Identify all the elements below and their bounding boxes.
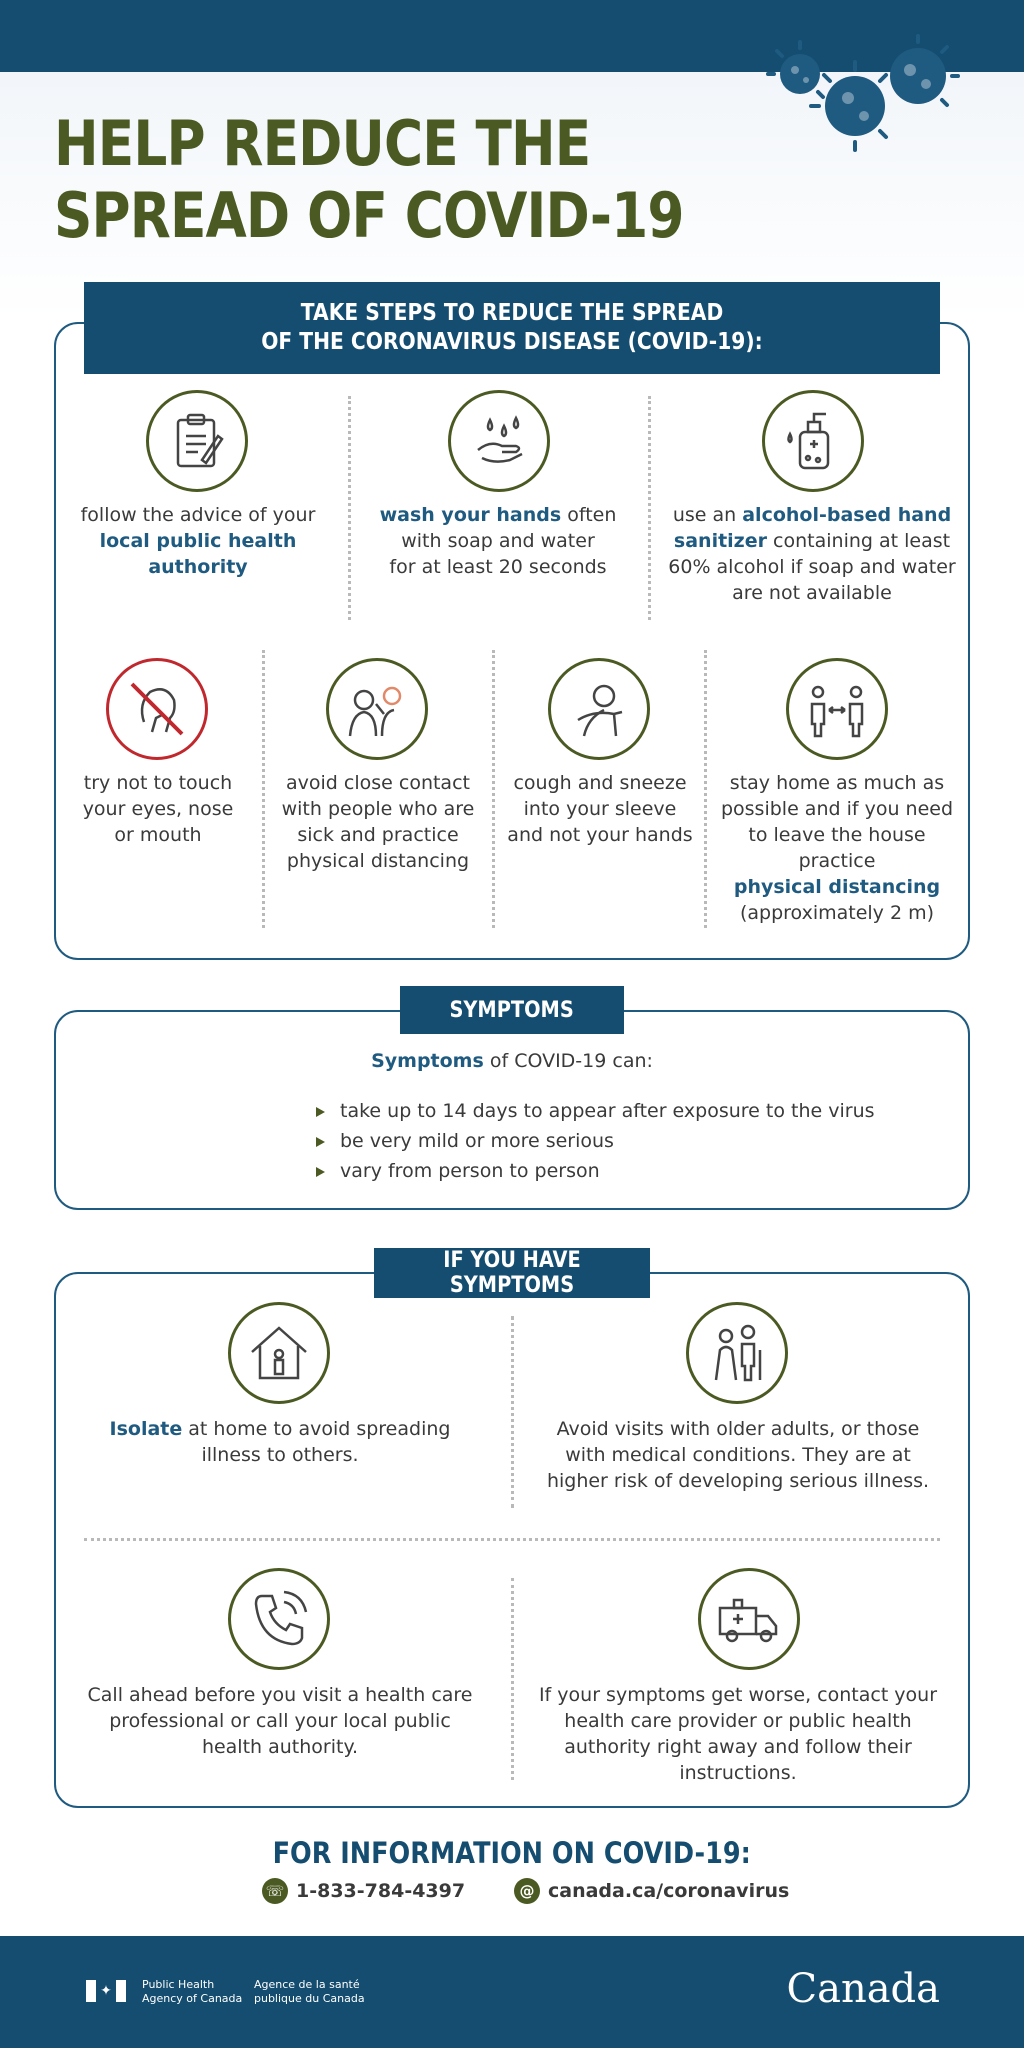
website-contact[interactable] <box>514 1878 789 1904</box>
handwash-icon <box>448 390 550 492</box>
wash-post1: often <box>561 504 617 526</box>
phone-number[interactable]: 1-833-784-4397 <box>296 1880 466 1902</box>
symptoms-list <box>316 1096 875 1186</box>
isolate-highlight: Isolate <box>109 1418 183 1440</box>
sanitizer-icon <box>762 390 864 492</box>
clipboard-icon <box>146 390 248 492</box>
agency-fr-line-2: publique du Canada <box>254 1992 365 2005</box>
divider-row1-a <box>348 396 351 620</box>
home-pre: stay home as much as possible and if you need to leave the house practice <box>720 772 954 872</box>
sanitizer-pre: use an <box>672 504 743 526</box>
phone-small-icon: ☏ <box>262 1878 288 1904</box>
symptoms-banner-label: SYMPTOMS <box>449 997 575 1023</box>
agency-en-line-1: Public Health <box>142 1978 215 1991</box>
contact-text: avoid close contact with people who are sick and practice physical distancing <box>281 772 475 872</box>
steps-banner <box>84 282 940 374</box>
isolate-text <box>96 1416 464 1468</box>
distancing-icon <box>786 658 888 760</box>
if-symptoms-banner <box>374 1248 650 1298</box>
website-link[interactable]: canada.ca/coronavirus <box>548 1880 790 1902</box>
agency-en-line-2: Agency of Canada <box>142 1992 243 2005</box>
worse-text: If your symptoms get worse, contact your health care provider or public health authority right away and follow their instructions. <box>538 1684 938 1784</box>
symptoms-item: vary from person to person <box>316 1156 875 1186</box>
cough-sleeve-icon <box>548 658 650 760</box>
phone-icon <box>228 1568 330 1670</box>
steps-banner-line-1: TAKE STEPS TO REDUCE THE SPREAD <box>300 300 724 326</box>
symptoms-intro <box>54 1050 970 1072</box>
agency-name-en <box>142 1978 242 2006</box>
ambulance-icon <box>698 1568 800 1670</box>
info-title-label: FOR INFORMATION ON COVID-19: <box>272 1836 752 1870</box>
symptoms-item: take up to 14 days to appear after exposure to the virus <box>316 1096 875 1126</box>
older-adults-icon <box>686 1302 788 1404</box>
wash-text <box>366 502 630 580</box>
at-sign-icon: @ <box>514 1878 540 1904</box>
advice-text <box>70 502 326 580</box>
divider-row2-a <box>262 650 265 928</box>
call-text: Call ahead before you visit a health care professional or call your local public health authority. <box>87 1684 473 1758</box>
divider-if-middle <box>84 1538 940 1541</box>
wash-post3: for at least 20 seconds <box>389 556 607 578</box>
agency-fr-line-1: Agence de la santé <box>254 1978 360 1991</box>
home-text <box>714 770 960 926</box>
info-title <box>0 1836 1024 1870</box>
home-highlight: physical distancing <box>733 876 941 898</box>
divider-row1-b <box>648 396 651 620</box>
isolate-rest: at home to avoid spreading illness to others. <box>182 1418 451 1466</box>
divider-row2-c <box>704 650 707 928</box>
steps-banner-line-2: OF THE CORONAVIRUS DISEASE (COVID-19): <box>261 329 763 355</box>
title-line-1: HELP REDUCE THE <box>54 107 591 180</box>
page-title <box>54 108 708 252</box>
title-line-2: SPREAD OF COVID-19 <box>54 179 684 252</box>
symptoms-intro-rest: of COVID-19 can: <box>483 1050 653 1072</box>
symptoms-item: be very mild or more serious <box>316 1126 875 1156</box>
sick-person-icon <box>326 658 428 760</box>
symptoms-banner <box>400 986 624 1034</box>
no-touch-face-icon <box>106 658 208 760</box>
if-symptoms-banner-label: IF YOU HAVE SYMPTOMS <box>443 1248 581 1298</box>
canada-flag-icon: ✦ <box>86 1980 126 2002</box>
symptoms-intro-highlight: Symptoms <box>371 1050 484 1072</box>
sanitizer-text <box>668 502 956 606</box>
touch-text: try not to touch your eyes, nose or mouth <box>82 772 234 846</box>
cough-text: cough and sneeze into your sleeve and not your hands <box>507 772 693 846</box>
phone-contact[interactable] <box>262 1878 465 1904</box>
advice-pre: follow the advice of your <box>80 504 316 526</box>
home-post: (approximately 2 m) <box>739 902 935 924</box>
advice-highlight: local public health authority <box>99 530 297 578</box>
divider-row2-b <box>492 650 495 928</box>
agency-name-fr <box>254 1978 365 2006</box>
house-icon <box>228 1302 330 1404</box>
sanitizer-highlight: alcohol-based hand sanitizer <box>673 504 952 552</box>
wash-post2: with soap and water <box>401 530 595 552</box>
canada-wordmark: Canada <box>786 1966 940 2012</box>
divider-if-top <box>511 1316 514 1508</box>
avoid-text: Avoid visits with older adults, or those with medical conditions. They are at higher risk of developing serious illness. <box>546 1418 930 1492</box>
sanitizer-post: containing at least 60% alcohol if soap and water are not available <box>668 530 956 604</box>
virus-decoration-icon <box>760 34 960 154</box>
footer <box>0 1936 1024 2048</box>
divider-if-bottom <box>511 1578 514 1780</box>
wash-highlight: wash your hands <box>379 504 562 526</box>
